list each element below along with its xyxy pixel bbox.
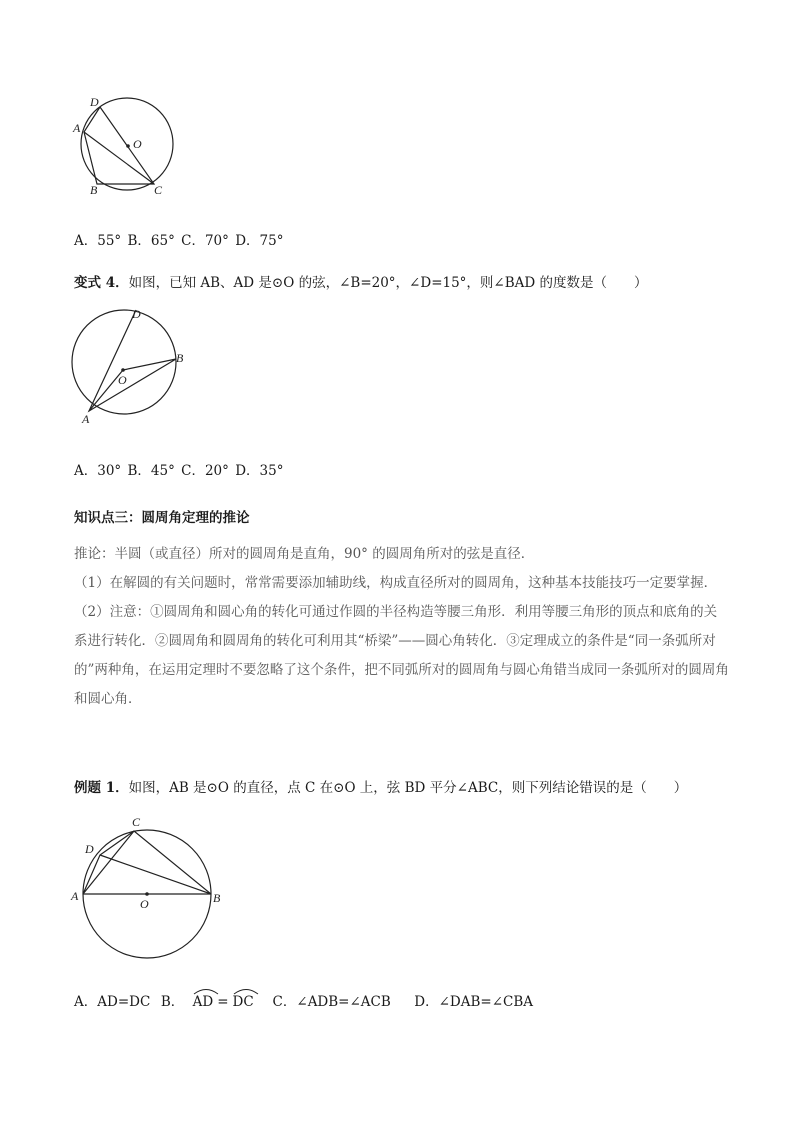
label-b: B <box>90 183 98 197</box>
label-c: C <box>154 183 163 197</box>
arc-ad: AD <box>193 994 216 1010</box>
example1-question <box>74 776 687 796</box>
choice-d[interactable]: D．75° <box>235 233 284 249</box>
label-o: O <box>118 373 127 387</box>
label-a: A <box>71 889 79 903</box>
choice-d[interactable]: D．35° <box>235 463 284 479</box>
label-o: O <box>133 137 142 151</box>
label-c: C <box>132 815 141 829</box>
choice-b[interactable]: B．45° <box>127 463 175 479</box>
choice-a[interactable]: A．55° <box>74 233 122 249</box>
choice-c[interactable]: C．70° <box>181 233 229 249</box>
label-b: B <box>213 891 221 905</box>
choice-a[interactable]: A．30° <box>74 463 122 479</box>
label-d: D <box>85 842 94 856</box>
choice-d[interactable]: D．∠DAB=∠CBA <box>414 994 534 1010</box>
center-point-2 <box>121 368 125 372</box>
question1-choices <box>74 229 285 249</box>
arc-dc: DC <box>233 994 256 1010</box>
variant4-label: 变式 4． <box>74 275 129 291</box>
center-point-3 <box>145 892 149 896</box>
label-o: O <box>140 897 149 911</box>
figure-circle-3 <box>68 812 228 982</box>
label-a: A <box>82 412 90 426</box>
triangle-lines-1 <box>84 107 154 184</box>
paragraph-note-1: （1）在解圆的有关问题时，常常需要添加辅助线，构成直径所对的圆周角，这种基本技能技巧一定要掌握． <box>74 575 718 591</box>
label-a: A <box>73 121 81 135</box>
example1-text: 如图，AB 是⊙O 的直径，点 C 在⊙O 上，弦 BD 平分∠ABC，则下列结论错误的是（ ） <box>128 780 688 796</box>
variant4-text: 如图，已知 AB、AD 是⊙O 的弦，∠B=20°，∠D=15°，则∠BAD 的度数是（ ） <box>128 275 648 291</box>
paragraph-note-2: （2）注意：①圆周角和圆心角的转化可通过作圆的半径构造等腰三角形．利用等腰三角形的顶点和底角的关系进行转化．②圆周角和圆周角的转化可利用其“桥梁”——圆心角转化．③定理成立的条件是“同一条弧所对的”两种角，在运用定理时不要忽略了这个条件，把不同弧所对的圆周角与圆心角错当成同一条弧所对的圆周角和圆心角． <box>74 604 729 707</box>
figure-circle-1 <box>70 92 190 202</box>
label-d: D <box>132 307 141 321</box>
arc-mark-icon <box>193 987 219 995</box>
label-b: B <box>176 351 184 365</box>
figure-circle-2 <box>66 304 196 424</box>
section3-heading: 知识点三：圆周角定理的推论 <box>74 510 250 526</box>
question2-choices <box>74 459 285 479</box>
choice-b-label: B． <box>160 994 185 1010</box>
chord-lines-3 <box>83 831 211 894</box>
choice-b[interactable]: B．65° <box>127 233 175 249</box>
arc-equals: = <box>217 994 229 1010</box>
choice-c[interactable]: C．20° <box>181 463 229 479</box>
center-point-1 <box>126 144 130 148</box>
theorem-paragraphs <box>74 540 730 714</box>
variant4-question <box>74 271 648 291</box>
question3-choices <box>74 990 535 1010</box>
choice-c[interactable]: C．∠ADB=∠ACB <box>272 994 391 1010</box>
arc-mark-icon <box>233 987 259 995</box>
choice-b[interactable] <box>161 994 262 1010</box>
paragraph-corollary: 推论：半圆（或直径）所对的圆周角是直角，90° 的圆周角所对的弦是直径． <box>74 546 535 562</box>
choice-a[interactable]: A．AD=DC <box>74 994 151 1010</box>
example1-label: 例题 1． <box>74 780 129 796</box>
label-d: D <box>90 95 99 109</box>
